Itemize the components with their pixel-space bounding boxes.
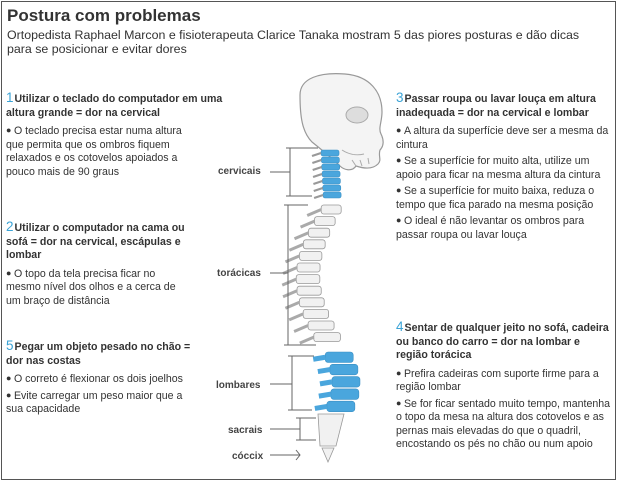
cervical-vertebra	[322, 178, 340, 184]
posture-item-3-number: 3	[396, 90, 404, 105]
posture-item-1-bullet-1: ● O teclado precisa estar numa altura que permita que os ombros fiquem relaxados e os cotovelos apoiados a pouco mais de 90 graus	[6, 125, 202, 179]
lumbar-spinous-process	[315, 406, 327, 408]
thoracic-spinous-process	[283, 291, 297, 297]
posture-item-3-bullet-1: ● A altura da superfície deve ser a mesma da cintura	[396, 125, 614, 152]
thoracic-vertebra	[296, 275, 320, 284]
posture-item-3-heading: 3Passar roupa ou lavar louça em altura inadequada = dor na cervical e lombar	[396, 90, 596, 119]
cervical-spinous-process	[313, 181, 322, 184]
posture-item-3-bullet-4: ● O ideal é não levantar os ombros para passar roupa ou lavar louça	[396, 215, 614, 242]
cervical-spinous-process	[312, 153, 321, 156]
cervical-bracket	[270, 148, 318, 196]
posture-item-5-number: 5	[6, 338, 14, 353]
lumbar-vertebra	[331, 389, 359, 400]
cervical-vertebra	[323, 185, 341, 191]
cervical-spinous-process	[314, 188, 323, 191]
spine-column	[282, 150, 360, 462]
cervical-vertebra	[322, 164, 340, 170]
posture-item-5-bullet-2: ● Evite carregar um peso maior que a sua capacidade	[6, 390, 186, 417]
coccyx-bracket	[270, 450, 300, 460]
posture-item-2-number: 2	[6, 219, 14, 234]
posture-item-4-heading: 4Sentar de qualquer jeito no sofá, cadeira ou banco do carro = dor na lombar e região torácica	[396, 319, 609, 361]
posture-item-5-heading: 5Pegar um objeto pesado no chão = dor nas costas	[6, 338, 191, 367]
thoracic-vertebra	[315, 217, 336, 226]
thoracic-vertebra	[299, 298, 324, 307]
thoracic-vertebra	[299, 251, 321, 260]
cervical-spinous-process	[313, 167, 322, 170]
lumbar-spinous-process	[313, 357, 325, 359]
page-title: Postura com problemas	[7, 6, 201, 25]
thoracic-vertebra	[321, 205, 341, 214]
posture-item-1-number: 1	[6, 90, 14, 105]
cervical-spinous-process	[314, 195, 323, 198]
sacrum-bone	[318, 414, 344, 446]
cervical-spinous-process	[312, 160, 321, 163]
cervical-vertebra	[321, 157, 339, 163]
thoracic-vertebra	[303, 240, 325, 249]
posture-item-4-bullet-2: ● Se for ficar sentado muito tempo, mantenha o topo da mesa na altura dos cotovelos e as pernas mais elevadas do que o quadril, encostando os pés no chão ou num apoio	[396, 398, 614, 452]
lumbar-label: lombares	[216, 380, 261, 391]
thoracic-vertebra	[308, 228, 329, 237]
lumbar-vertebra	[330, 364, 358, 375]
sacral-bracket	[270, 418, 316, 440]
posture-item-2-heading: 2Utilizar o computador na cama ou sofá = dor na cervical, escápulas e lombar	[6, 219, 185, 261]
thoracic-vertebra	[314, 333, 341, 342]
lumbar-spinous-process	[319, 394, 331, 396]
sacral-label: sacrais	[228, 425, 263, 436]
thoracic-spinous-process	[289, 244, 303, 250]
thoracic-vertebra	[297, 286, 321, 295]
posture-item-3-bullet-3: ● Se a superfície for muito baixa, reduza o tempo que fica parado na mesma posição	[396, 185, 614, 212]
posture-item-1-heading: 1Utilizar o teclado do computador em uma altura grande = dor na cervical	[6, 90, 223, 119]
posture-item-4-bullet-1: ● Prefira cadeiras com suporte firme para a região lombar	[396, 368, 614, 395]
coccyx-label: cóccix	[232, 451, 264, 462]
thoracic-spinous-process	[282, 279, 296, 285]
lumbar-vertebra	[327, 401, 355, 412]
lumbar-spinous-process	[320, 382, 332, 384]
cervical-vertebra	[322, 171, 340, 177]
cervical-label: cervicais	[218, 166, 261, 177]
lumbar-vertebra	[332, 377, 360, 388]
cervical-vertebra	[321, 150, 339, 156]
coccyx-bone	[322, 448, 334, 462]
thoracic-spinous-process	[294, 233, 308, 239]
thoracic-label: torácicas	[217, 268, 261, 279]
thoracic-spinous-process	[301, 221, 315, 227]
thoracic-spinous-process	[289, 314, 303, 320]
posture-item-4-number: 4	[396, 319, 404, 334]
thoracic-spinous-process	[294, 326, 308, 332]
posture-item-3-bullet-2: ● Se a superfície for muito alta, utilize um apoio para ficar na mesma altura da cintura	[396, 155, 614, 182]
posture-item-5-bullet-1: ● O correto é flexionar os dois joelhos	[6, 373, 186, 387]
thoracic-spinous-process	[307, 210, 321, 216]
cervical-vertebra	[323, 192, 341, 198]
lumbar-spinous-process	[318, 370, 330, 372]
thoracic-vertebra	[303, 309, 328, 318]
lumbar-bracket	[270, 356, 314, 410]
page-subtitle: Ortopedista Raphael Marcon e fisioterapeuta Clarice Tanaka mostram 5 das piores posturas e dão dicas para se posicionar e evitar dores	[7, 28, 580, 56]
posture-item-2-bullet-1: ● O topo da tela precisa ficar no mesmo nível dos olhos e a cerca de um braço de distância	[6, 268, 188, 309]
cervical-spinous-process	[313, 174, 322, 177]
thoracic-vertebra	[308, 321, 334, 330]
thoracic-vertebra	[297, 263, 320, 272]
lumbar-vertebra	[325, 352, 353, 363]
thoracic-spinous-process	[300, 337, 314, 343]
